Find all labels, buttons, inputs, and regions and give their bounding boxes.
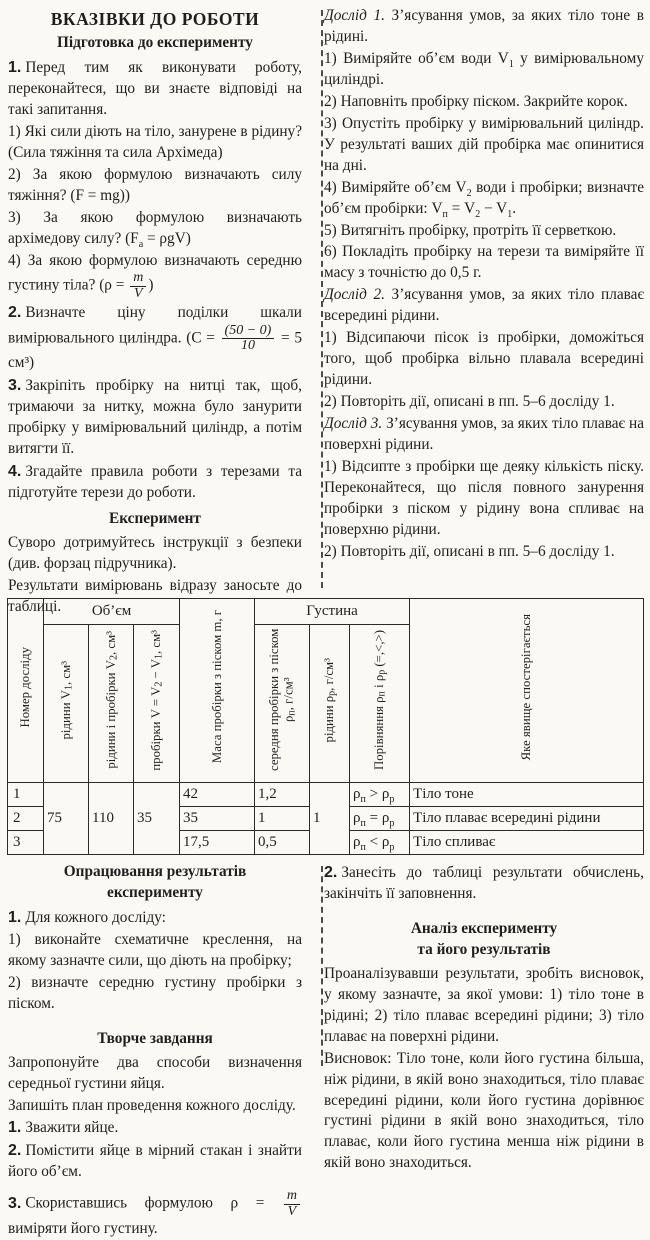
creative-step-3-tail: виміряти його густину. [8,1219,158,1237]
processing-sub-2: 2) визначте середню густину пробірки з піском. [8,973,302,1012]
cell-trial-number: 2 [8,806,44,830]
conclusion-text: Тіло тоне, коли його густина більша, ніж рідини, в якій воно знаходиться, тіло плаває всередині рідини, коли його густина дорівнює густині рідини в якій воно знаходиться, тіло плаває, коли його густина менша ніж рідини в якій воно знаходиться. [324,1049,644,1172]
header-mass: Маса пробірки з піском m, г [180,599,255,783]
cell-result: Тіло тоне [410,782,644,806]
cell-mass: 17,5 [180,830,255,854]
trial-2-step-2: 2) Повторіть дії, описані в пп. 5–6 досліду 1. [324,393,615,411]
item-number: 3. [8,377,22,395]
trial-1-step-3: 3) Опустіть пробірку у вимірювальний циліндр. У результаті ваших дій пробірка має опинитися на дні. [324,114,644,174]
cell-mass: 42 [180,782,255,806]
bottom-left-column [0,862,308,1239]
question-2: 2) За якою формулою визначають силу тяжіння? (F = mg)) [8,165,302,204]
question-4-text: 4) За якою формулою визначають середню густину тіла? (ρ = [8,251,302,294]
section-heading-analysis-2: та його результатів [417,940,551,958]
header-volume-tube: пробірки $V = V_2 - V_1$, см³ [134,625,180,783]
question-4 [8,251,302,301]
page-title: ВКАЗІВКИ ДО РОБОТИ [50,9,260,29]
creative-task-text: Запропонуйте два способи визначення середньої густини яйця. [8,1053,302,1092]
item-number: 1. [8,58,22,76]
trial-2-step-1: 1) Відсипаючи пісок із пробірки, доможіться того, щоб пробірка вільно плавала всередині рідини. [324,329,644,389]
cell-v1: 75 [44,782,89,854]
creative-step-2-text: Помістити яйце в мірний стакан і знайти його об’єм. [8,1142,302,1181]
cell-comparison: $\rho_п < \rho_р$ [350,830,410,854]
section-heading-experiment: Експеримент [109,510,201,528]
trial-1-step-2: 2) Наповніть пробірку піском. Закрийте корок. [324,92,628,110]
trial-1-intro [324,6,644,48]
results-table [7,598,644,855]
density-formula-fraction [284,1189,300,1219]
analysis-instructions: Проаналізувавши результати, зробіть висновок, у якому зазначте, за якої умови: 1) тіло тоне в рідині; 2) тіло плаває всередині рідини; 3) тіло плаває на поверхні рідини. [324,964,644,1045]
item-number: 1. [8,908,22,926]
trial-1-title: З’ясування умов, за яких тіло тоне в рідині. [324,7,644,45]
header-comparison: Порівняння $\rho_п$ і $\rho_р$ (=,<,>) [350,625,410,783]
cell-v: 35 [134,782,180,854]
fraction-denominator: 10 [240,338,255,354]
trial-1-label: Дослід 1. [324,7,385,24]
trial-3-title: З’ясування умов, за яких тіло плаває на поверхні рідини. [324,415,644,454]
processing-item-1 [8,907,302,929]
conclusion-paragraph [324,1049,644,1175]
bottom-section [0,862,650,1239]
results-table-section [7,598,644,855]
section-heading-creative-task: Творче завдання [97,1029,213,1047]
header-trial-number: Номер досліду [8,599,44,783]
top-right-column [308,6,650,594]
processing-sub-1: 1) виконайте схематичне креслення, на якому зазначте сили, що діють на пробірку; [8,930,302,969]
creative-step-3-text: Скориставшись формулою ρ = [25,1194,282,1212]
trial-2-label: Дослід 2. [324,286,385,304]
cell-v2: 110 [89,782,134,854]
trial-1-step-4: 4) Виміряйте об’єм $V_2$ води і пробірки; визначте об’єм пробірки: $V_п = V_2 - V_1$. [324,178,645,220]
prep-item-2-result: = 5 см³) [8,329,302,372]
header-group-volume: Об’єм [44,599,180,625]
column-divider-dashed [321,10,323,588]
prep-item-1 [8,57,302,121]
header-group-density: Густина [255,599,410,625]
column-divider-dashed [321,866,323,1066]
cell-rho-avg: 1 [255,806,310,830]
fraction-numerator: m [130,271,146,286]
trial-2-intro [324,285,644,327]
experiment-safety-note: Суворо дотримуйтесь інструкції з безпеки (див. форзац підручника). [8,534,302,573]
cell-trial-number: 3 [8,830,44,854]
cell-mass: 35 [180,806,255,830]
cell-rho-liquid: 1 [310,782,350,854]
creative-step-1 [8,1117,302,1139]
fraction-denominator: V [287,1203,297,1219]
cell-result: Тіло плаває всередині рідини [410,806,644,830]
header-volume-liquid: рідини $V_1$, см³ [44,625,89,783]
cell-comparison: $\rho_п > \rho_р$ [350,782,410,806]
bottom-right-column [308,862,650,1239]
question-1: 1) Які сили діють на тіло, занурене в рідину? (Сила тяжіння та сила Архімеда) [8,122,302,161]
prep-item-1-text: Перед тим як виконувати роботу, переконайтеся, що ви знаєте відповіді на такі запитання. [8,58,302,118]
trial-2-title: З’ясування умов, за яких тіло плаває всередині рідини. [324,286,645,325]
creative-task-plan-note: Запишіть план проведення кожного досліду. [8,1096,296,1114]
header-volume-liquid-and-tube: рідини і пробірки $V_2$, см³ [89,625,134,783]
prep-item-3 [8,375,302,460]
trial-1-step-5: 5) Витягніть пробірку, протріть її серветкою. [324,221,617,239]
cell-trial-number: 1 [8,782,44,806]
item-number: 2. [8,303,22,321]
header-density-liquid: рідини $\rho_р$, г/см³ [310,625,350,783]
section-heading-analysis-1: Аналіз експерименту [410,919,558,937]
fraction-numerator: (50 − 0) [222,324,275,339]
prep-item-4 [8,461,302,504]
item-number: 4. [8,463,22,481]
cell-rho-avg: 0,5 [255,830,310,854]
scale-division-fraction [222,324,275,354]
trial-1-step-6: 6) Покладіть пробірку на терези та виміряйте її масу з точністю до 0,5 г. [324,243,644,282]
item-number: 3. [8,1194,22,1212]
conclusion-label: Висновок: [324,1049,392,1067]
item-number: 2. [8,1142,22,1160]
item-number: 1. [8,1119,22,1137]
density-formula-fraction [130,271,146,301]
cell-result: Тіло спливає [410,830,644,854]
item-number: 2. [324,864,338,881]
prep-item-4-text: Згадайте правила роботи з терезами та підготуйте терези до роботи. [8,463,302,502]
header-observed-phenomenon: Яке явище спостерігається [410,599,644,783]
header-density-tube-avg: середня пробірки з піском $\rho_п$, г/см³ [255,625,310,783]
creative-step-2 [8,1140,302,1183]
section-heading-preparation: Підготовка до експерименту [57,33,253,51]
fraction-numerator: m [284,1189,300,1204]
section-heading-processing-1: Опрацювання результатів [63,863,247,880]
experiment-record-note: Результати вимірювань відразу заносьте до таблиці. [8,577,302,615]
processing-item-2-text: Занесіть до таблиці результати обчислень, закінчіть її заповнення. [324,864,644,902]
prep-item-2 [8,302,302,374]
processing-item-1-text: Для кожного досліду: [25,908,166,926]
trial-1-step-1: 1) Виміряйте об’єм води $V_1$ у вимірювальному циліндрі. [324,49,644,88]
trial-3-label: Дослід 3. [324,415,383,433]
section-heading-processing-2: експерименту [107,883,203,901]
table-row [8,782,644,806]
fraction-denominator: V [134,285,143,301]
creative-step-3 [8,1189,302,1239]
trial-3-step-2: 2) Повторіть дії, описані в пп. 5–6 досліду 1. [324,542,615,560]
prep-item-3-text: Закріпіть пробірку на нитці так, щоб, тримаючи за нитку, можна було занурити пробірку у вимірювальний циліндр, а потім витягти її. [8,377,302,458]
prep-item-2-text: Визначте ціну поділки шкали вимірювального циліндра. (C = [8,303,302,347]
processing-item-2 [324,862,644,905]
trial-3-intro [324,414,644,456]
cell-rho-avg: 1,2 [255,782,310,806]
trial-3-step-1: 1) Відсипте з пробірки ще деяку кількість піску. Переконайтеся, що після повного занурення пробірки з піском у рідину вона спливає на поверхню рідини. [324,458,644,538]
question-3: 3) За якою формулою визначають архімедову силу? $(F_а = \rho gV)$ [8,208,302,250]
creative-step-1-text: Зважити яйце. [25,1119,119,1137]
cell-comparison: $\rho_п = \rho_р$ [350,806,410,830]
question-4-close: ) [148,276,154,294]
